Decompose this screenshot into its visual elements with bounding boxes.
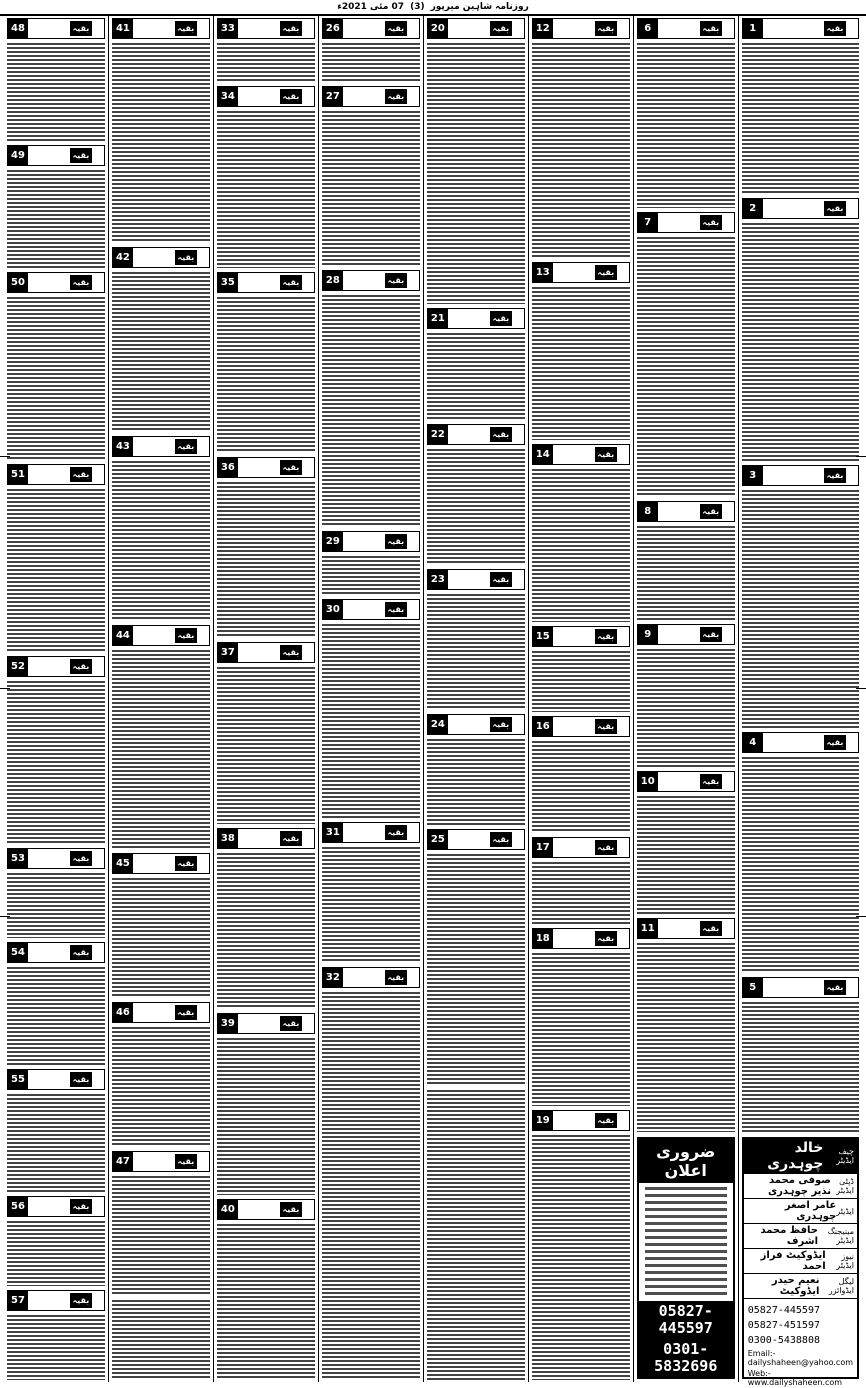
badge-number: 5 bbox=[743, 978, 763, 997]
notice-phone: 05827-445597 bbox=[639, 1301, 733, 1339]
continuation-badge bbox=[322, 86, 420, 107]
badge-number: 22 bbox=[428, 425, 448, 444]
masthead-label: چیف ایڈیٹر bbox=[836, 1147, 854, 1165]
continuation-badge bbox=[532, 716, 630, 737]
badge-number: 7 bbox=[638, 213, 658, 232]
article-text bbox=[322, 556, 420, 595]
badge-word: بقیہ bbox=[595, 447, 617, 462]
badge-word: بقیہ bbox=[490, 572, 512, 587]
continuation-badge bbox=[112, 1002, 210, 1023]
continuation-badge bbox=[742, 732, 859, 753]
badge-number: 1 bbox=[743, 19, 763, 38]
article-text bbox=[217, 1038, 315, 1194]
article-text bbox=[7, 681, 105, 844]
badge-number: 33 bbox=[218, 19, 238, 38]
badge-number: 57 bbox=[8, 1291, 28, 1310]
continuation-badge bbox=[637, 771, 735, 792]
article-text bbox=[7, 1094, 105, 1192]
badge-number: 17 bbox=[533, 838, 553, 857]
badge-number: 41 bbox=[113, 19, 133, 38]
badge-number: 27 bbox=[323, 87, 343, 106]
masthead-value: نعیم حیدر ایڈوکیٹ bbox=[771, 1275, 820, 1297]
masthead-value: حافظ محمد اشرف bbox=[760, 1225, 819, 1247]
badge-word: بقیہ bbox=[70, 148, 92, 163]
columns bbox=[4, 16, 862, 1387]
masthead-phone: 05827-445597 bbox=[747, 1305, 820, 1316]
continuation-badge bbox=[7, 1290, 105, 1311]
continuation-badge bbox=[532, 262, 630, 283]
badge-word: بقیہ bbox=[824, 21, 846, 36]
badge-word: بقیہ bbox=[175, 439, 197, 454]
article-text bbox=[637, 796, 735, 914]
column bbox=[4, 16, 108, 1382]
badge-word: بقیہ bbox=[175, 1005, 197, 1020]
continuation-badge bbox=[217, 86, 315, 107]
continuation-badge bbox=[322, 270, 420, 291]
badge-word: بقیہ bbox=[280, 1016, 302, 1031]
continuation-badge bbox=[217, 272, 315, 293]
badge-word: بقیہ bbox=[824, 735, 846, 750]
badge-word: بقیہ bbox=[175, 628, 197, 643]
badge-number: 25 bbox=[428, 830, 448, 849]
badge-word: بقیہ bbox=[824, 468, 846, 483]
badge-number: 30 bbox=[323, 600, 343, 619]
badge-word: بقیہ bbox=[70, 851, 92, 866]
article-text bbox=[742, 490, 859, 728]
article-text bbox=[532, 651, 630, 712]
article-text bbox=[7, 967, 105, 1065]
article-text bbox=[112, 461, 210, 621]
masthead-row bbox=[744, 1274, 857, 1299]
article-text bbox=[427, 43, 525, 304]
badge-number: 15 bbox=[533, 627, 553, 646]
continuation-badge bbox=[112, 625, 210, 646]
column bbox=[528, 16, 633, 1382]
continuation-badge bbox=[112, 436, 210, 457]
badge-word: بقیہ bbox=[385, 534, 407, 549]
article-text bbox=[322, 295, 420, 528]
article-text bbox=[7, 43, 105, 141]
article-text bbox=[427, 449, 525, 565]
badge-number: 53 bbox=[8, 849, 28, 868]
continuation-badge bbox=[7, 18, 105, 39]
badge-word: بقیہ bbox=[490, 311, 512, 326]
badge-number: 32 bbox=[323, 968, 343, 987]
badge-number: 49 bbox=[8, 146, 28, 165]
masthead-value: ایڈوکیٹ فراز احمد bbox=[760, 1250, 826, 1272]
badge-number: 12 bbox=[533, 19, 553, 38]
masthead-email: Email:-dailyshaheen@yahoo.com bbox=[747, 1349, 854, 1367]
continuation-badge bbox=[427, 569, 525, 590]
continuation-badge bbox=[7, 942, 105, 963]
column bbox=[633, 16, 738, 1382]
article-text bbox=[112, 1176, 210, 1296]
badge-word: بقیہ bbox=[280, 21, 302, 36]
continuation-badge bbox=[322, 18, 420, 39]
masthead-label: مینیجنگ ایڈیٹر bbox=[827, 1227, 854, 1245]
badge-word: بقیہ bbox=[490, 717, 512, 732]
badge-number: 37 bbox=[218, 643, 238, 662]
article-text bbox=[427, 739, 525, 826]
continuation-badge bbox=[532, 626, 630, 647]
column bbox=[318, 16, 423, 1382]
issue-date: 07 مئی 2021ء bbox=[337, 2, 405, 12]
masthead-phone: 0300-5438808 bbox=[747, 1335, 820, 1346]
badge-word: بقیہ bbox=[490, 427, 512, 442]
continuation-badge bbox=[427, 829, 525, 850]
badge-word: بقیہ bbox=[700, 774, 722, 789]
column bbox=[738, 16, 862, 1387]
article-text bbox=[322, 111, 420, 266]
badge-number: 39 bbox=[218, 1014, 238, 1033]
article-text bbox=[217, 297, 315, 453]
fold-mark bbox=[0, 456, 866, 457]
masthead-row bbox=[744, 1174, 857, 1199]
article-text bbox=[532, 287, 630, 440]
badge-number: 16 bbox=[533, 717, 553, 736]
article-text bbox=[742, 223, 859, 461]
badge-word: بقیہ bbox=[175, 856, 197, 871]
article-text bbox=[7, 297, 105, 460]
badge-word: بقیہ bbox=[385, 273, 407, 288]
continuation-badge bbox=[427, 308, 525, 329]
article-text bbox=[427, 854, 525, 1086]
badge-number: 38 bbox=[218, 829, 238, 848]
continuation-badge bbox=[322, 531, 420, 552]
badge-word: بقیہ bbox=[490, 21, 512, 36]
badge-word: بقیہ bbox=[700, 921, 722, 936]
article-text bbox=[112, 878, 210, 998]
continuation-badge bbox=[112, 853, 210, 874]
article-text bbox=[742, 757, 859, 973]
badge-number: 56 bbox=[8, 1197, 28, 1216]
article-text bbox=[7, 873, 105, 938]
article-text bbox=[532, 1135, 630, 1380]
badge-word: بقیہ bbox=[70, 659, 92, 674]
article-text bbox=[637, 943, 735, 1132]
article-text bbox=[7, 170, 105, 268]
badge-word: بقیہ bbox=[280, 460, 302, 475]
notice-phone: 0301-5832696 bbox=[639, 1339, 733, 1377]
badge-number: 40 bbox=[218, 1200, 238, 1219]
article-text bbox=[742, 1002, 859, 1132]
badge-word: بقیہ bbox=[824, 980, 846, 995]
article-text bbox=[7, 1315, 105, 1380]
article-text bbox=[322, 847, 420, 963]
masthead-row bbox=[744, 1199, 857, 1224]
continuation-badge bbox=[742, 18, 859, 39]
badge-number: 54 bbox=[8, 943, 28, 962]
article-text bbox=[217, 667, 315, 823]
continuation-badge bbox=[217, 1013, 315, 1034]
badge-number: 36 bbox=[218, 458, 238, 477]
badge-number: 51 bbox=[8, 465, 28, 484]
badge-number: 10 bbox=[638, 772, 658, 791]
badge-word: بقیہ bbox=[385, 89, 407, 104]
badge-word: بقیہ bbox=[385, 825, 407, 840]
badge-word: بقیہ bbox=[280, 89, 302, 104]
article-text bbox=[322, 624, 420, 818]
masthead-box bbox=[742, 1137, 859, 1387]
badge-number: 35 bbox=[218, 273, 238, 292]
badge-word: بقیہ bbox=[700, 215, 722, 230]
badge-word: بقیہ bbox=[824, 201, 846, 216]
continuation-badge bbox=[217, 828, 315, 849]
continuation-badge bbox=[637, 212, 735, 233]
badge-number: 43 bbox=[113, 437, 133, 456]
fold-mark bbox=[0, 916, 866, 917]
badge-word: بقیہ bbox=[595, 265, 617, 280]
continuation-badge bbox=[7, 848, 105, 869]
badge-word: بقیہ bbox=[175, 1154, 197, 1169]
continuation-badge bbox=[112, 247, 210, 268]
article-text bbox=[532, 43, 630, 258]
badge-word: بقیہ bbox=[70, 1199, 92, 1214]
article-text bbox=[7, 489, 105, 652]
badge-number: 19 bbox=[533, 1111, 553, 1130]
masthead-label: نیوز ایڈیٹر bbox=[836, 1252, 854, 1270]
continuation-badge bbox=[217, 457, 315, 478]
badge-number: 3 bbox=[743, 466, 763, 485]
article-text bbox=[532, 741, 630, 833]
continuation-badge bbox=[112, 18, 210, 39]
continuation-badge bbox=[7, 145, 105, 166]
badge-number: 48 bbox=[8, 19, 28, 38]
badge-number: 11 bbox=[638, 919, 658, 938]
badge-number: 9 bbox=[638, 625, 658, 644]
badge-number: 42 bbox=[113, 248, 133, 267]
fold-mark bbox=[0, 688, 866, 689]
continuation-badge bbox=[637, 18, 735, 39]
badge-word: بقیہ bbox=[70, 467, 92, 482]
badge-number: 4 bbox=[743, 733, 763, 752]
continuation-badge bbox=[217, 1199, 315, 1220]
article-text bbox=[637, 237, 735, 497]
article-text bbox=[532, 862, 630, 923]
badge-word: بقیہ bbox=[595, 931, 617, 946]
article-text bbox=[217, 1224, 315, 1380]
continuation-badge bbox=[217, 18, 315, 39]
masthead-web: Web:-www.dailyshaheen.com bbox=[747, 1369, 843, 1387]
masthead-phone: 05827-451597 bbox=[747, 1320, 820, 1331]
badge-word: بقیہ bbox=[280, 645, 302, 660]
continuation-badge bbox=[532, 928, 630, 949]
page-header bbox=[0, 0, 866, 16]
masthead-label: لیگل ایڈوائزر bbox=[828, 1277, 854, 1295]
continuation-badge bbox=[532, 444, 630, 465]
article-text bbox=[217, 43, 315, 82]
badge-word: بقیہ bbox=[175, 21, 197, 36]
badge-number: 13 bbox=[533, 263, 553, 282]
continuation-badge bbox=[427, 714, 525, 735]
badge-word: بقیہ bbox=[280, 275, 302, 290]
article-text bbox=[322, 992, 420, 1380]
badge-word: بقیہ bbox=[70, 275, 92, 290]
continuation-badge bbox=[532, 1110, 630, 1131]
article-text bbox=[112, 1300, 210, 1380]
page-number: (3) bbox=[410, 2, 425, 12]
badge-word: بقیہ bbox=[70, 945, 92, 960]
article-text bbox=[7, 1221, 105, 1286]
badge-word: بقیہ bbox=[700, 627, 722, 642]
paper-name: روزنامہ شاہین میرپور bbox=[430, 2, 529, 12]
notice-box bbox=[637, 1137, 735, 1379]
continuation-badge bbox=[322, 822, 420, 843]
continuation-badge bbox=[217, 642, 315, 663]
continuation-badge bbox=[427, 18, 525, 39]
continuation-badge bbox=[637, 624, 735, 645]
badge-word: بقیہ bbox=[595, 1113, 617, 1128]
badge-number: 28 bbox=[323, 271, 343, 290]
article-text bbox=[112, 1027, 210, 1147]
masthead-value: عامر اصغر چوہدری bbox=[784, 1200, 837, 1222]
badge-word: بقیہ bbox=[490, 832, 512, 847]
continuation-badge bbox=[7, 656, 105, 677]
badge-number: 26 bbox=[323, 19, 343, 38]
article-text bbox=[322, 43, 420, 82]
article-text bbox=[217, 482, 315, 638]
masthead-row bbox=[744, 1249, 857, 1274]
article-text bbox=[637, 649, 735, 767]
badge-number: 23 bbox=[428, 570, 448, 589]
article-text bbox=[217, 853, 315, 1009]
badge-number: 2 bbox=[743, 199, 763, 218]
badge-number: 6 bbox=[638, 19, 658, 38]
article-text bbox=[532, 469, 630, 622]
badge-word: بقیہ bbox=[595, 840, 617, 855]
article-text bbox=[112, 650, 210, 850]
continuation-badge bbox=[742, 198, 859, 219]
article-text bbox=[637, 43, 735, 208]
article-text bbox=[742, 43, 859, 194]
badge-word: بقیہ bbox=[70, 1072, 92, 1087]
column bbox=[213, 16, 318, 1382]
badge-word: بقیہ bbox=[385, 21, 407, 36]
article-text bbox=[637, 526, 735, 620]
badge-word: بقیہ bbox=[700, 21, 722, 36]
badge-number: 47 bbox=[113, 1152, 133, 1171]
article-text bbox=[112, 43, 210, 243]
article-text bbox=[427, 1090, 525, 1380]
badge-word: بقیہ bbox=[595, 719, 617, 734]
article-text bbox=[112, 272, 210, 432]
continuation-badge bbox=[532, 837, 630, 858]
masthead-row bbox=[744, 1139, 857, 1174]
badge-word: بقیہ bbox=[595, 21, 617, 36]
continuation-badge bbox=[742, 977, 859, 998]
continuation-badge bbox=[532, 18, 630, 39]
continuation-badge bbox=[7, 272, 105, 293]
badge-number: 52 bbox=[8, 657, 28, 676]
masthead-value: خالد چوہدری bbox=[767, 1140, 824, 1172]
continuation-badge bbox=[427, 424, 525, 445]
article-text bbox=[427, 333, 525, 420]
badge-word: بقیہ bbox=[385, 602, 407, 617]
badge-word: بقیہ bbox=[280, 831, 302, 846]
masthead-row bbox=[744, 1224, 857, 1249]
notice-text bbox=[645, 1187, 727, 1297]
continuation-badge bbox=[322, 967, 420, 988]
article-text bbox=[427, 594, 525, 710]
badge-word: بقیہ bbox=[175, 250, 197, 265]
badge-number: 34 bbox=[218, 87, 238, 106]
badge-number: 21 bbox=[428, 309, 448, 328]
badge-number: 50 bbox=[8, 273, 28, 292]
notice-title: ضروری اعلان bbox=[639, 1139, 733, 1183]
masthead-value: صوفی محمد نذیر چوہدری bbox=[767, 1175, 831, 1197]
badge-word: بقیہ bbox=[595, 629, 617, 644]
continuation-badge bbox=[7, 1069, 105, 1090]
badge-number: 8 bbox=[638, 502, 658, 521]
badge-number: 45 bbox=[113, 854, 133, 873]
continuation-badge bbox=[637, 501, 735, 522]
badge-word: بقیہ bbox=[700, 504, 722, 519]
badge-number: 31 bbox=[323, 823, 343, 842]
continuation-badge bbox=[112, 1151, 210, 1172]
article-text bbox=[532, 953, 630, 1106]
badge-number: 46 bbox=[113, 1003, 133, 1022]
continuation-badge bbox=[7, 1196, 105, 1217]
masthead-label: ڈپٹی ایڈیٹر bbox=[836, 1177, 854, 1195]
badge-number: 20 bbox=[428, 19, 448, 38]
continuation-badge bbox=[322, 599, 420, 620]
column bbox=[108, 16, 213, 1382]
continuation-badge bbox=[742, 465, 859, 486]
badge-number: 14 bbox=[533, 445, 553, 464]
badge-word: بقیہ bbox=[70, 1293, 92, 1308]
badge-number: 29 bbox=[323, 532, 343, 551]
badge-number: 24 bbox=[428, 715, 448, 734]
column bbox=[423, 16, 528, 1382]
badge-number: 44 bbox=[113, 626, 133, 645]
badge-number: 18 bbox=[533, 929, 553, 948]
continuation-badge bbox=[637, 918, 735, 939]
badge-number: 55 bbox=[8, 1070, 28, 1089]
badge-word: بقیہ bbox=[280, 1202, 302, 1217]
badge-word: بقیہ bbox=[385, 970, 407, 985]
continuation-badge bbox=[7, 464, 105, 485]
masthead-label: ایڈیٹر bbox=[836, 1206, 854, 1216]
article-text bbox=[217, 111, 315, 267]
badge-word: بقیہ bbox=[70, 21, 92, 36]
